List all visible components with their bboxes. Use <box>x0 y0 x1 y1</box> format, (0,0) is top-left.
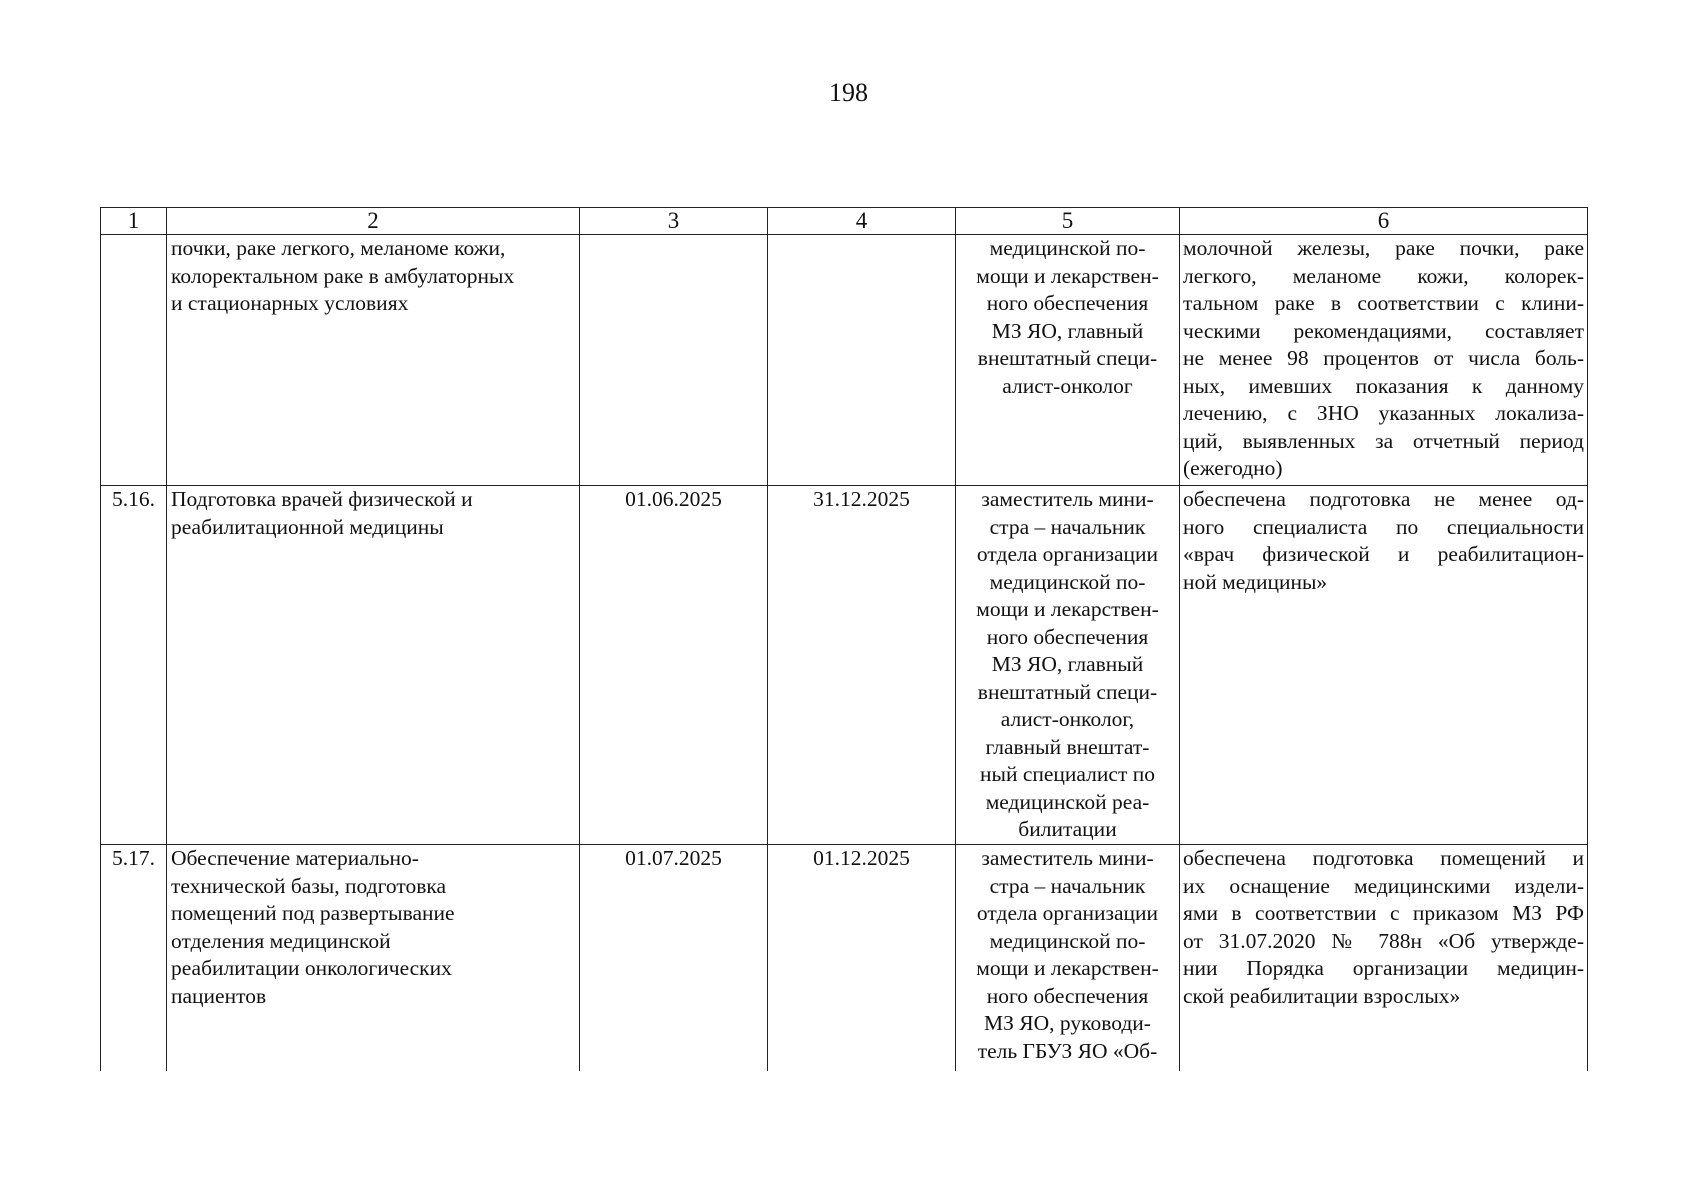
expected-result <box>1180 845 1588 1071</box>
cell-line: внештатный специ- <box>977 679 1158 704</box>
responsible <box>956 235 1180 486</box>
event-name <box>167 845 580 1071</box>
event-name <box>167 486 580 845</box>
cell-line: ческими рекомендациями, составляет <box>1183 318 1584 343</box>
page-number: 198 <box>829 78 868 107</box>
cell-line: медицинской по- <box>989 928 1146 953</box>
cell-line: МЗ ЯО, главный <box>991 318 1144 343</box>
responsible <box>956 486 1180 845</box>
cell-line: колоректальном раке в амбулаторных <box>171 263 515 288</box>
cell-line: мощи и лекарствен- <box>976 263 1159 288</box>
cell-line: ных, имевших показания к данному <box>1183 373 1584 398</box>
cell-line: почки, раке легкого, меланоме кожи, <box>171 236 506 260</box>
column-header: 3 <box>580 208 768 235</box>
cell-text: 01.06.2025 <box>625 487 722 511</box>
cell-line: отдела организации <box>976 542 1159 566</box>
cell-line: Обеспечение материально- <box>171 846 419 870</box>
cell-line: ской реабилитации взрослых» <box>1183 983 1461 1008</box>
cell-line: внештатный специ- <box>977 346 1158 370</box>
cell-line: ций, выявленных за отчетный период <box>1183 428 1584 453</box>
cell-text: 01.12.2025 <box>813 846 910 870</box>
row-number <box>101 235 167 486</box>
expected-result <box>1180 235 1588 486</box>
start-date <box>580 235 768 486</box>
cell-line: заместитель мини- <box>981 487 1154 511</box>
column-header: 5 <box>956 208 1180 235</box>
cell-line: МЗ ЯО, руководи- <box>984 1011 1151 1035</box>
cell-line: их оснащение медицинскими издели- <box>1183 873 1584 898</box>
column-header: 4 <box>768 208 956 235</box>
cell-line: тель ГБУЗ ЯО «Об- <box>977 1038 1158 1063</box>
cell-line: обеспечена подготовка помещений и <box>1183 846 1584 870</box>
cell-line: не менее 98 процентов от числа боль- <box>1183 346 1584 370</box>
cell-text: 5.16. <box>112 487 155 511</box>
cell-line: мощи и лекарствен- <box>976 597 1159 621</box>
row-number <box>101 486 167 845</box>
cell-line: ного обеспечения <box>986 983 1149 1008</box>
table-row <box>101 235 1588 486</box>
start-date <box>580 486 768 845</box>
cell-line: ями в соответствии с приказом МЗ РФ <box>1183 901 1584 925</box>
table-header-row <box>101 208 1588 235</box>
column-header: 6 <box>1180 208 1588 235</box>
responsible <box>956 845 1180 1071</box>
plan-table <box>100 207 1588 1071</box>
column-header: 1 <box>101 208 167 235</box>
column-header: 2 <box>167 208 580 235</box>
cell-line: тальном раке в соответствии с клини- <box>1183 291 1584 315</box>
start-date <box>580 845 768 1071</box>
cell-line: реабилитационной медицины <box>171 514 444 539</box>
cell-line: отделения медицинской <box>171 928 391 953</box>
cell-line: обеспечена подготовка не менее од- <box>1183 487 1584 511</box>
cell-line: МЗ ЯО, главный <box>991 652 1144 676</box>
cell-line: и стационарных условиях <box>171 291 409 315</box>
row-number <box>101 845 167 1071</box>
event-name <box>167 235 580 486</box>
cell-line: отдела организации <box>976 901 1159 925</box>
cell-line: медицинской по- <box>989 569 1146 594</box>
end-date <box>768 235 956 486</box>
table-row <box>101 845 1588 1071</box>
cell-line: заместитель мини- <box>981 846 1154 870</box>
cell-line: помещений под развертывание <box>171 901 455 925</box>
table-row <box>101 486 1588 845</box>
cell-line: Подготовка врачей физической и <box>171 487 473 511</box>
end-date <box>768 845 956 1071</box>
cell-line: ный специалист по <box>980 762 1155 786</box>
cell-text: 01.07.2025 <box>625 846 722 870</box>
cell-line: алист-онколог, <box>1000 707 1135 731</box>
cell-line: нии Порядка организации медицин- <box>1183 956 1584 980</box>
cell-line: реабилитации онкологических <box>171 956 452 980</box>
cell-text: 31.12.2025 <box>813 487 910 511</box>
cell-line: алист-онколог <box>1002 373 1133 398</box>
expected-result <box>1180 486 1588 845</box>
cell-line: технической базы, подготовка <box>171 873 447 898</box>
cell-line: лечению, с ЗНО указанных локализа- <box>1183 401 1584 425</box>
cell-line: билитации <box>1018 817 1117 841</box>
cell-line: стра – начальник <box>989 873 1146 898</box>
cell-line: ного обеспечения <box>986 624 1149 649</box>
cell-text: 5.17. <box>112 846 155 870</box>
cell-line: ного специалиста по специальности <box>1183 514 1584 539</box>
cell-line: мощи и лекарствен- <box>976 956 1159 980</box>
cell-line: медицинской реа- <box>985 789 1150 814</box>
cell-line: (ежегодно) <box>1183 456 1283 480</box>
cell-line: молочной железы, раке почки, раке <box>1183 236 1584 260</box>
cell-line: от 31.07.2020 № 788н «Об утвержде- <box>1183 928 1584 953</box>
end-date <box>768 486 956 845</box>
cell-line: ной медицины» <box>1183 569 1328 594</box>
cell-line: пациентов <box>171 983 267 1008</box>
cell-line: «врач физической и реабилитацион- <box>1183 542 1584 566</box>
cell-line: главный внештат- <box>985 734 1150 759</box>
cell-line: медицинской по- <box>989 236 1146 260</box>
cell-line: ного обеспечения <box>986 291 1149 315</box>
cell-line: легкого, меланоме кожи, колорек- <box>1183 263 1584 288</box>
cell-line: стра – начальник <box>989 514 1146 539</box>
